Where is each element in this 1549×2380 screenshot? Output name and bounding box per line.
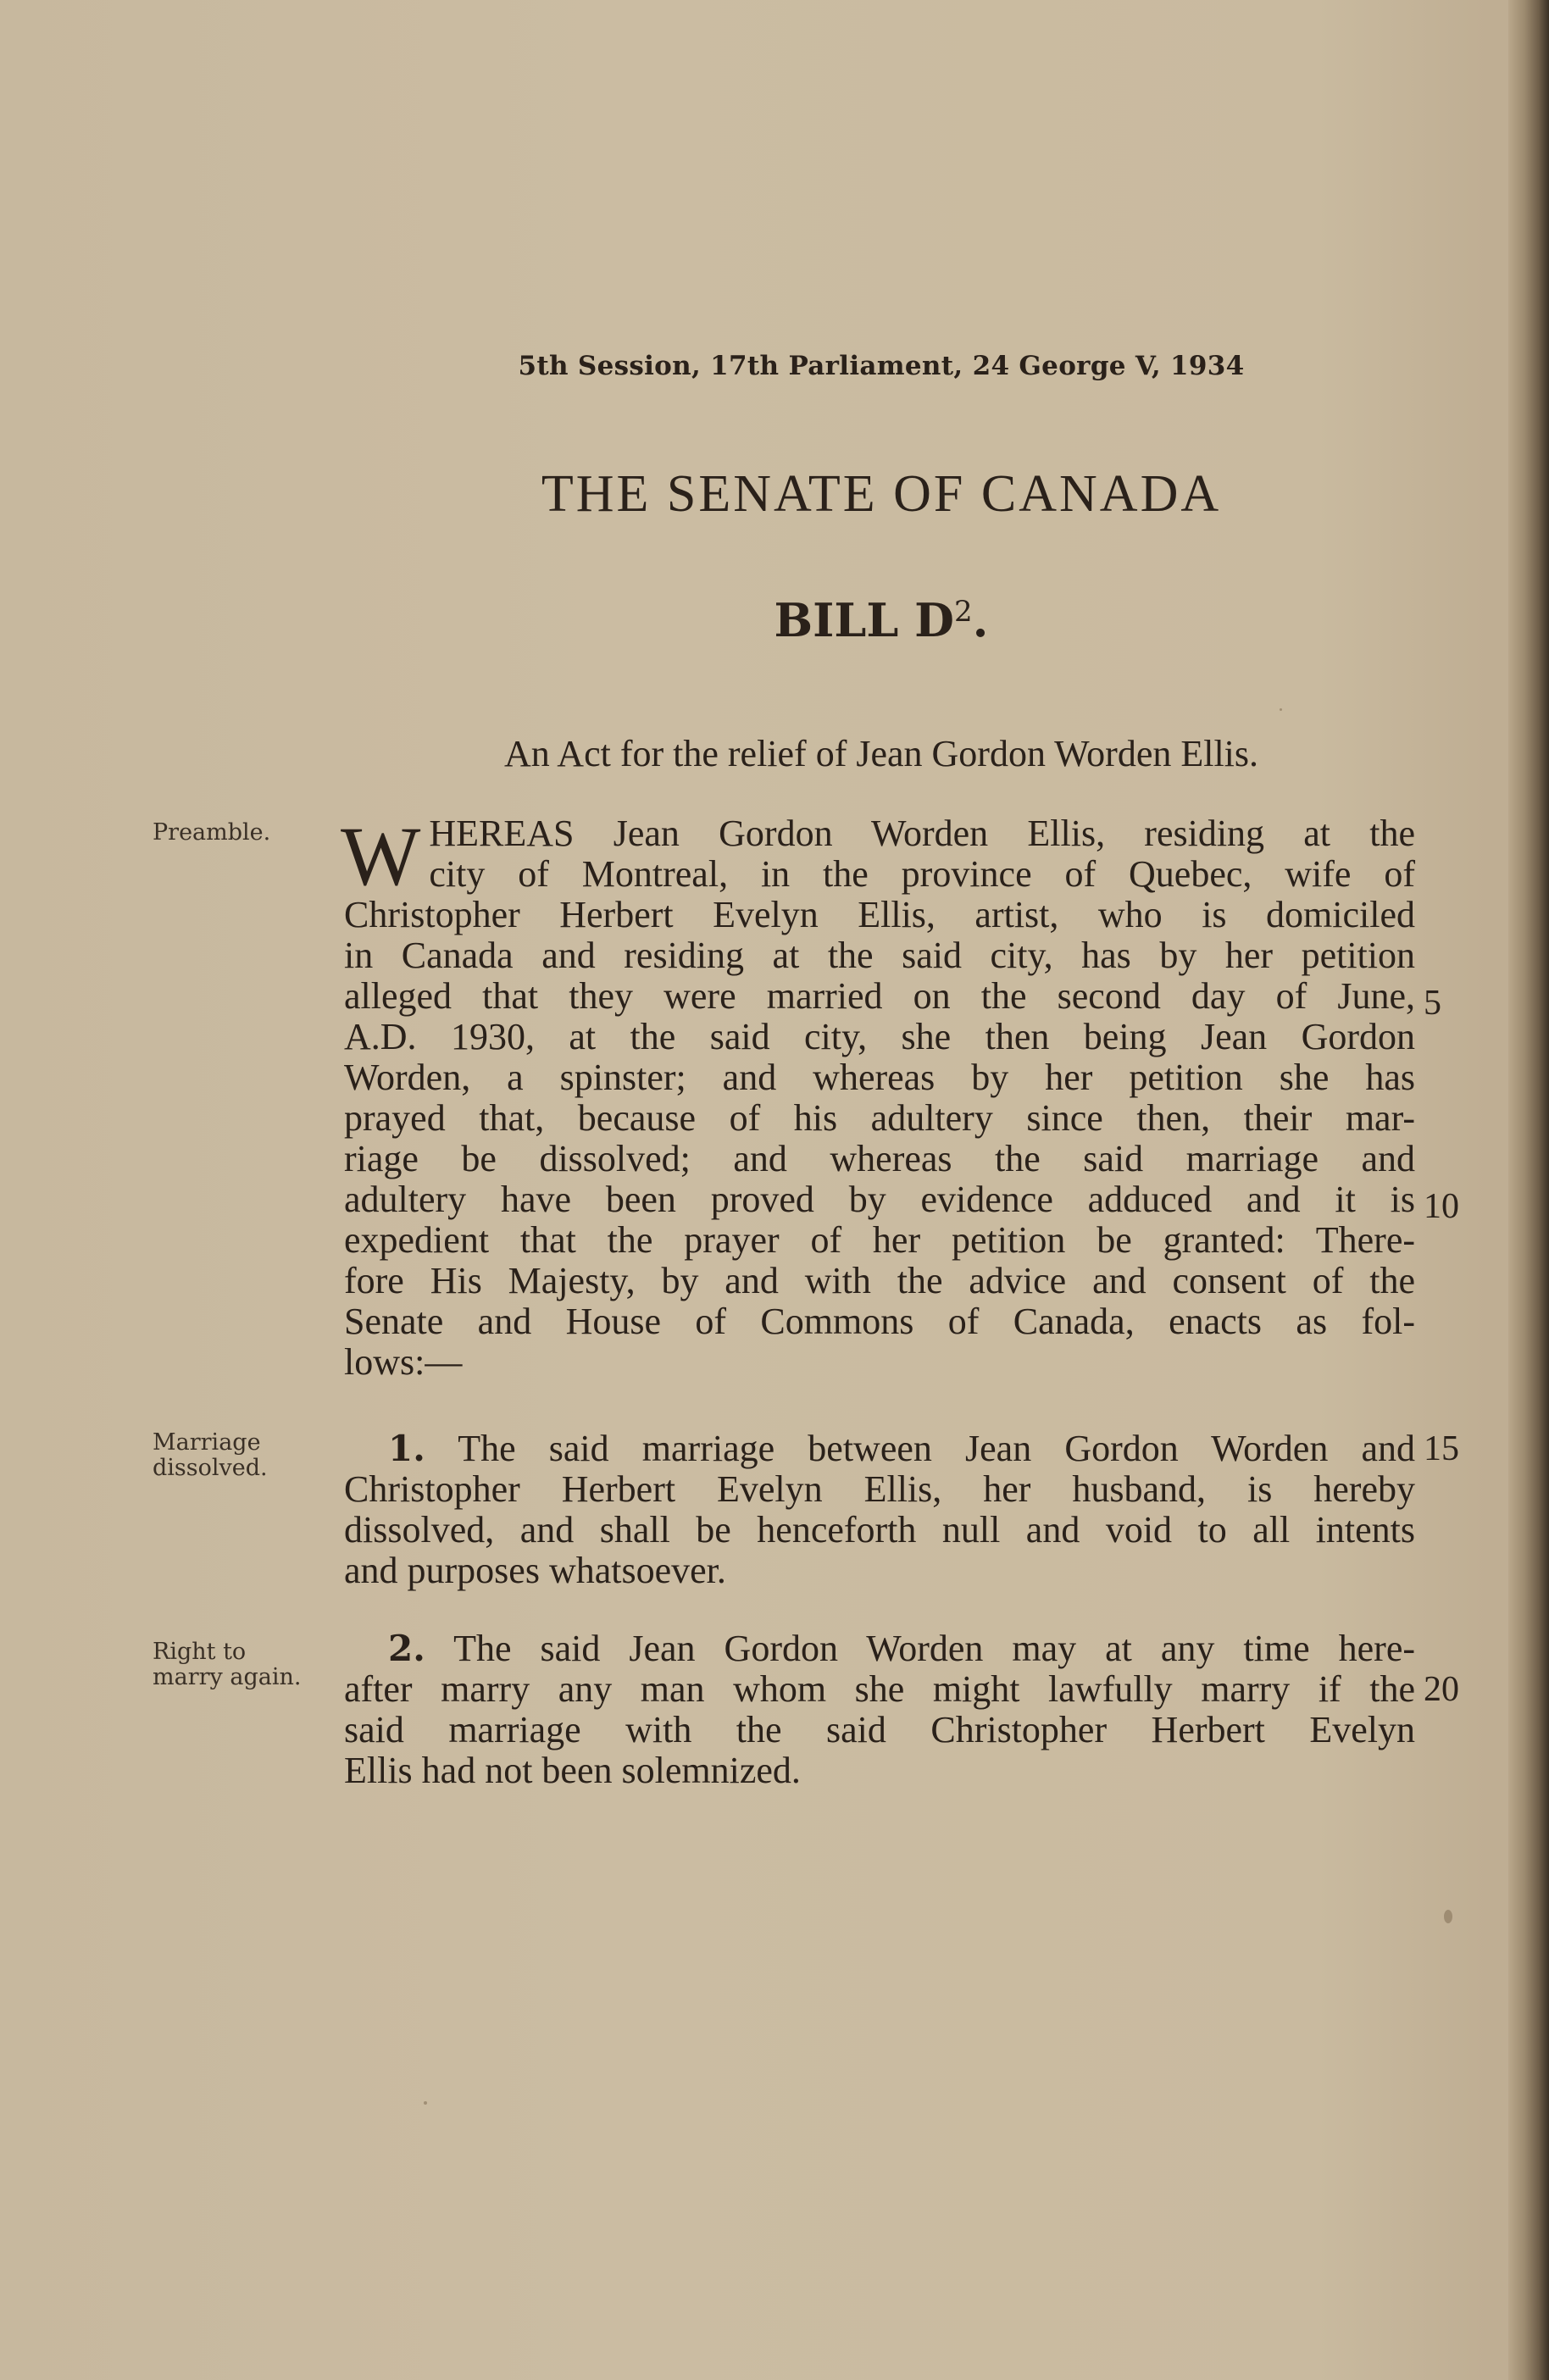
text-line: fore His Majesty, by and with the advice and consent of the	[344, 1260, 1415, 1301]
text-line: in Canada and residing at the said city, has by her petition	[344, 935, 1415, 976]
text-line: dissolved, and shall be henceforth null and void to all intents	[344, 1509, 1415, 1551]
margin-note-line: Right to	[153, 1639, 247, 1665]
bill-title	[0, 593, 1549, 647]
session-line: 5th Session, 17th Parliament, 24 George V, 1934	[518, 351, 1245, 381]
margin-note-line: marry again.	[153, 1664, 302, 1690]
text-line: Senate and House of Commons of Canada, enacts as fol-	[344, 1301, 1415, 1342]
line-number: 15	[1424, 1429, 1459, 1468]
line-number: 10	[1424, 1187, 1459, 1226]
section-number: 1.	[388, 1428, 425, 1469]
bill-superscript: 2	[954, 595, 973, 629]
text-line: Ellis had not been solemnized.	[344, 1750, 801, 1791]
paper-speck	[424, 2101, 427, 2105]
text-line: after marry any man whom she might lawfully marry if the	[344, 1668, 1415, 1710]
margin-note-line: dissolved.	[153, 1455, 268, 1481]
bill-period: .	[972, 593, 989, 647]
text-line: alleged that they were married on the second day of June,	[344, 975, 1415, 1017]
text-line: Christopher Herbert Evelyn Ellis, artist, who is domiciled	[344, 894, 1415, 935]
margin-note-preamble: Preamble.	[153, 819, 271, 846]
text-line: said marriage with the said Christopher Herbert Evelyn	[344, 1709, 1415, 1750]
section-number: 2.	[388, 1628, 425, 1669]
margin-note-right-to-marry	[153, 1639, 322, 1690]
section-2	[344, 1628, 1415, 1791]
text-line: A.D. 1930, at the said city, she then being Jean Gordon	[344, 1016, 1415, 1057]
text-line: expedient that the prayer of her petition be granted: There-	[344, 1219, 1415, 1261]
section-text: The said marriage between Jean Gordon Worden and	[458, 1428, 1415, 1469]
text-line: Worden, a spinster; and whereas by her petition she has	[344, 1057, 1415, 1098]
line-number: 5	[1424, 984, 1441, 1023]
text-line	[344, 1429, 1415, 1469]
dropcap-letter: W	[341, 809, 421, 903]
text-line: riage be dissolved; and whereas the said marriage and	[344, 1138, 1415, 1179]
section-text: The said Jean Gordon Worden may at any time here-	[453, 1628, 1415, 1669]
act-title: An Act for the relief of Jean Gordon Worden Ellis.	[503, 733, 1259, 774]
text-line: Christopher Herbert Evelyn Ellis, her husband, is hereby	[344, 1468, 1415, 1510]
paper-speck	[1444, 1910, 1452, 1923]
section-1	[344, 1429, 1415, 1591]
house-title: THE SENATE OF CANADA	[541, 465, 1222, 523]
text-line	[344, 1628, 1415, 1669]
margin-note-line: Marriage	[153, 1429, 261, 1456]
text-line: adultery have been proved by evidence adduced and it is	[344, 1179, 1415, 1220]
text-line: and purposes whatsoever.	[344, 1550, 726, 1591]
text-line: city of Montreal, in the province of Quebec, wife of	[429, 853, 1415, 895]
bill-label: BILL D	[774, 593, 954, 647]
text-line: lows:—	[344, 1341, 463, 1383]
preamble-paragraph	[341, 809, 1415, 1383]
text-line: prayed that, because of his adultery since then, their mar-	[344, 1097, 1415, 1139]
line-number: 20	[1424, 1670, 1459, 1709]
text-line: HEREAS Jean Gordon Worden Ellis, residing at the	[429, 813, 1415, 854]
paper-speck	[1280, 708, 1282, 711]
margin-note-marriage-dissolved	[153, 1430, 322, 1481]
